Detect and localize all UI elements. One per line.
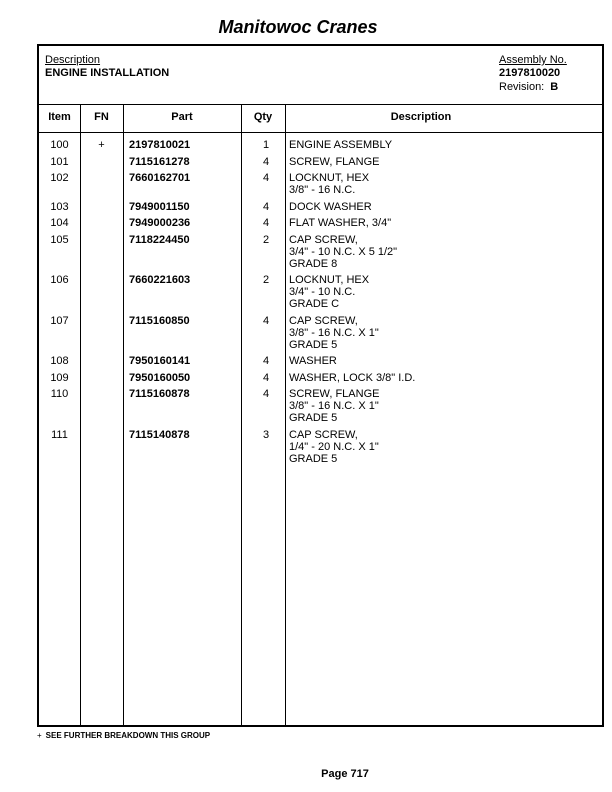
- column-header-qty: Qty: [253, 111, 273, 123]
- part-description: [289, 234, 397, 270]
- description-line: 3/8" - 16 N.C. X 1": [289, 326, 379, 339]
- description-value: ENGINE INSTALLATION: [45, 67, 170, 79]
- part-number: 7115160878: [129, 388, 190, 400]
- description-line: DOCK WASHER: [289, 200, 372, 213]
- description-line: SCREW, FLANGE: [289, 388, 380, 400]
- table-row: [39, 274, 602, 315]
- part-description: [289, 388, 379, 424]
- revision-label: Revision:: [499, 81, 545, 93]
- item-number: 109: [50, 371, 69, 384]
- item-number: 106: [50, 274, 69, 286]
- item-number: 100: [50, 139, 69, 151]
- description-line: GRADE 8: [289, 257, 338, 270]
- description-line: WASHER, LOCK 3/8" I.D.: [289, 371, 416, 384]
- part-number: 7118224450: [129, 233, 190, 246]
- part-description: [289, 274, 369, 310]
- part-description: [289, 217, 391, 229]
- part-number: 7115160850: [129, 314, 190, 327]
- revision-value: B: [550, 81, 559, 93]
- quantity: 1: [262, 139, 270, 151]
- description-line: WASHER: [289, 355, 337, 367]
- item-number: 104: [50, 217, 69, 229]
- description-line: 3/8" - 16 N.C. X 1": [289, 400, 379, 412]
- item-number: 110: [50, 388, 69, 400]
- part-description: [289, 172, 369, 196]
- assembly-number-block: [499, 54, 567, 94]
- part-description: [289, 156, 379, 168]
- column-header-description: Description: [390, 111, 452, 123]
- description-line: 1/4" - 20 N.C. X 1": [289, 440, 379, 453]
- part-number: 7115140878: [129, 428, 190, 441]
- table-row: [39, 156, 602, 173]
- description-line: GRADE 5: [289, 412, 338, 424]
- assembly-number-label: Assembly No.: [499, 54, 567, 66]
- table-row: [39, 429, 602, 470]
- quantity: 4: [262, 371, 270, 384]
- quantity: 3: [262, 428, 270, 441]
- part-description: [289, 139, 392, 151]
- page-number: Page 717: [321, 768, 369, 780]
- description-line: LOCKNUT, HEX: [289, 274, 370, 286]
- quantity: 2: [262, 274, 270, 286]
- part-description: [289, 355, 337, 367]
- quantity: 4: [262, 172, 270, 184]
- description-line: 3/4" - 10 N.C. X 5 1/2": [289, 245, 398, 258]
- item-number: 101: [50, 155, 69, 168]
- quantity: 4: [262, 314, 270, 327]
- description-line: GRADE 5: [289, 338, 338, 351]
- description-line: SCREW, FLANGE: [289, 155, 380, 168]
- description-line: GRADE 5: [289, 452, 338, 465]
- quantity: 4: [262, 217, 270, 229]
- table-row: [39, 234, 602, 275]
- item-number: 103: [50, 200, 69, 213]
- footnote-symbol: +: [37, 731, 42, 740]
- item-number: 111: [51, 428, 68, 441]
- item-number: 102: [50, 172, 69, 184]
- description-line: 3/8" - 16 N.C.: [289, 184, 356, 196]
- part-number: 7950160050: [129, 371, 191, 384]
- quantity: 4: [262, 155, 270, 168]
- table-row: [39, 172, 602, 201]
- assembly-description-block: [45, 54, 169, 80]
- page-title: Manitowoc Cranes: [218, 17, 378, 37]
- table-row: [39, 217, 602, 234]
- part-description: [289, 429, 379, 465]
- part-description: [289, 372, 415, 384]
- part-number: 2197810021: [129, 139, 191, 151]
- assembly-header: [39, 46, 602, 105]
- part-number: 7660221603: [129, 274, 191, 286]
- parts-table-frame: [37, 44, 604, 727]
- quantity: 2: [262, 233, 270, 246]
- description-line: CAP SCREW,: [289, 428, 358, 441]
- description-line: 3/4" - 10 N.C.: [289, 286, 356, 298]
- description-line: LOCKNUT, HEX: [289, 172, 370, 184]
- description-line: GRADE C: [289, 298, 340, 310]
- table-row: [39, 372, 602, 389]
- description-line: ENGINE ASSEMBLY: [289, 139, 393, 151]
- table-row: [39, 355, 602, 372]
- parts-list: [39, 139, 602, 469]
- description-line: CAP SCREW,: [289, 314, 358, 327]
- part-number: 7949000236: [129, 217, 191, 229]
- quantity: 4: [262, 388, 270, 400]
- item-number: 108: [50, 355, 69, 367]
- quantity: 4: [262, 355, 270, 367]
- assembly-number-value: 2197810020: [499, 67, 561, 79]
- part-number: 7950160141: [129, 355, 191, 367]
- table-row: [39, 139, 602, 156]
- item-number: 107: [50, 314, 69, 327]
- column-header-item: Item: [48, 111, 71, 123]
- part-number: 7660162701: [129, 172, 191, 184]
- revision: [499, 81, 567, 94]
- part-number: 7949001150: [129, 200, 190, 213]
- column-header-part: Part: [171, 111, 193, 123]
- fn-cell: +: [98, 139, 105, 151]
- part-description: [289, 315, 379, 351]
- description-line: FLAT WASHER, 3/4": [289, 217, 392, 229]
- item-number: 105: [50, 233, 69, 246]
- description-line: CAP SCREW,: [289, 233, 358, 246]
- table-row: [39, 388, 602, 429]
- description-label: Description: [45, 54, 101, 66]
- footnote-text: SEE FURTHER BREAKDOWN THIS GROUP: [45, 731, 211, 740]
- table-row: [39, 315, 602, 356]
- column-header-fn: FN: [94, 111, 109, 123]
- quantity: 4: [262, 200, 270, 213]
- footnote: [37, 731, 210, 740]
- part-description: [289, 201, 372, 213]
- part-number: 7115161278: [129, 155, 190, 168]
- table-row: [39, 201, 602, 218]
